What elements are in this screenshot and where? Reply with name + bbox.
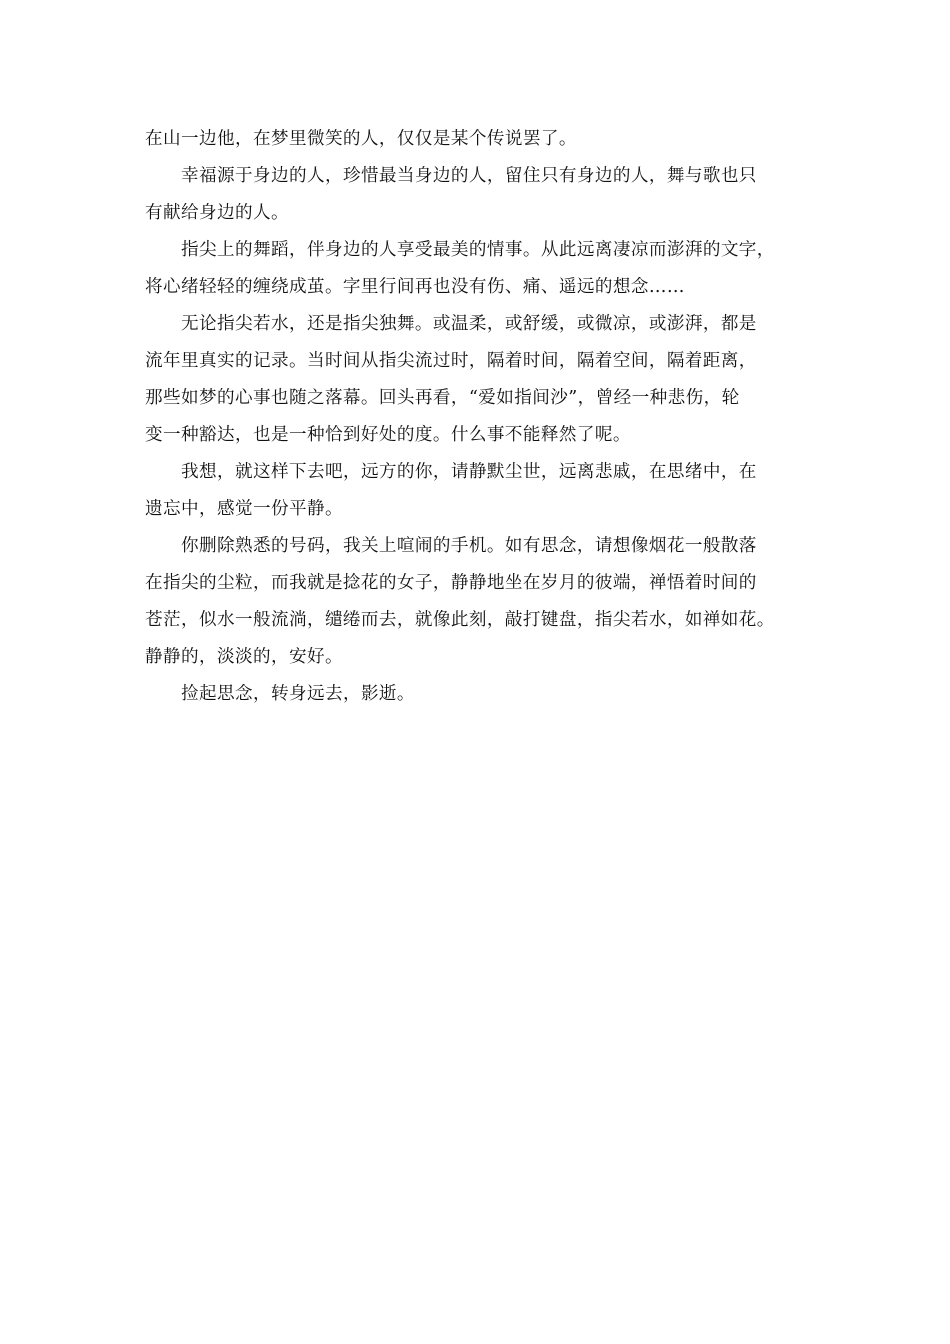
text-line: 你删除熟悉的号码，我关上喧闹的手机。如有思念，请想像烟花一般散落 [181,536,757,556]
document-body [145,121,807,713]
text-line: 将心绪轻轻的缠绕成茧。字里行间再也没有伤、痛、遥远的想念…… [145,277,685,297]
text-line: 遗忘中，感觉一份平静。 [145,499,343,519]
paragraph-2 [145,158,807,232]
text-line: 苍茫，似水一般流淌，缱绻而去，就像此刻，敲打键盘，指尖若水，如禅如花。 [145,610,775,630]
text-line: 指尖上的舞蹈，伴身边的人享受最美的情事。从此远离凄凉而澎湃的文字， [181,240,775,260]
text-line: 那些如梦的心事也随之落幕。回头再看，“爱如指间沙”，曾经一种悲伤，轮 [145,388,740,408]
text-line: 有献给身边的人。 [145,203,289,223]
paragraph-6 [145,528,807,676]
paragraph-5 [145,454,807,528]
text-line: 在山一边他，在梦里微笑的人，仅仅是某个传说罢了。 [145,129,577,149]
paragraph-1 [145,121,807,158]
text-line: 静静的，淡淡的，安好。 [145,647,343,667]
text-line: 在指尖的尘粒，而我就是捻花的女子，静静地坐在岁月的彼端，禅悟着时间的 [145,573,757,593]
paragraph-7 [145,676,807,713]
text-line: 无论指尖若水，还是指尖独舞。或温柔，或舒缓，或微凉，或澎湃，都是 [181,314,757,334]
paragraph-3 [145,232,807,306]
text-line: 变一种豁达，也是一种恰到好处的度。什么事不能释然了呢。 [145,425,631,445]
text-line: 我想，就这样下去吧，远方的你，请静默尘世，远离悲戚，在思绪中，在 [181,462,757,482]
text-line: 流年里真实的记录。当时间从指尖流过时，隔着时间，隔着空间，隔着距离， [145,351,757,371]
text-line: 幸福源于身边的人，珍惜最当身边的人，留住只有身边的人，舞与歌也只 [181,166,757,186]
paragraph-4 [145,306,807,454]
text-line: 捡起思念，转身远去，影逝。 [181,684,415,704]
